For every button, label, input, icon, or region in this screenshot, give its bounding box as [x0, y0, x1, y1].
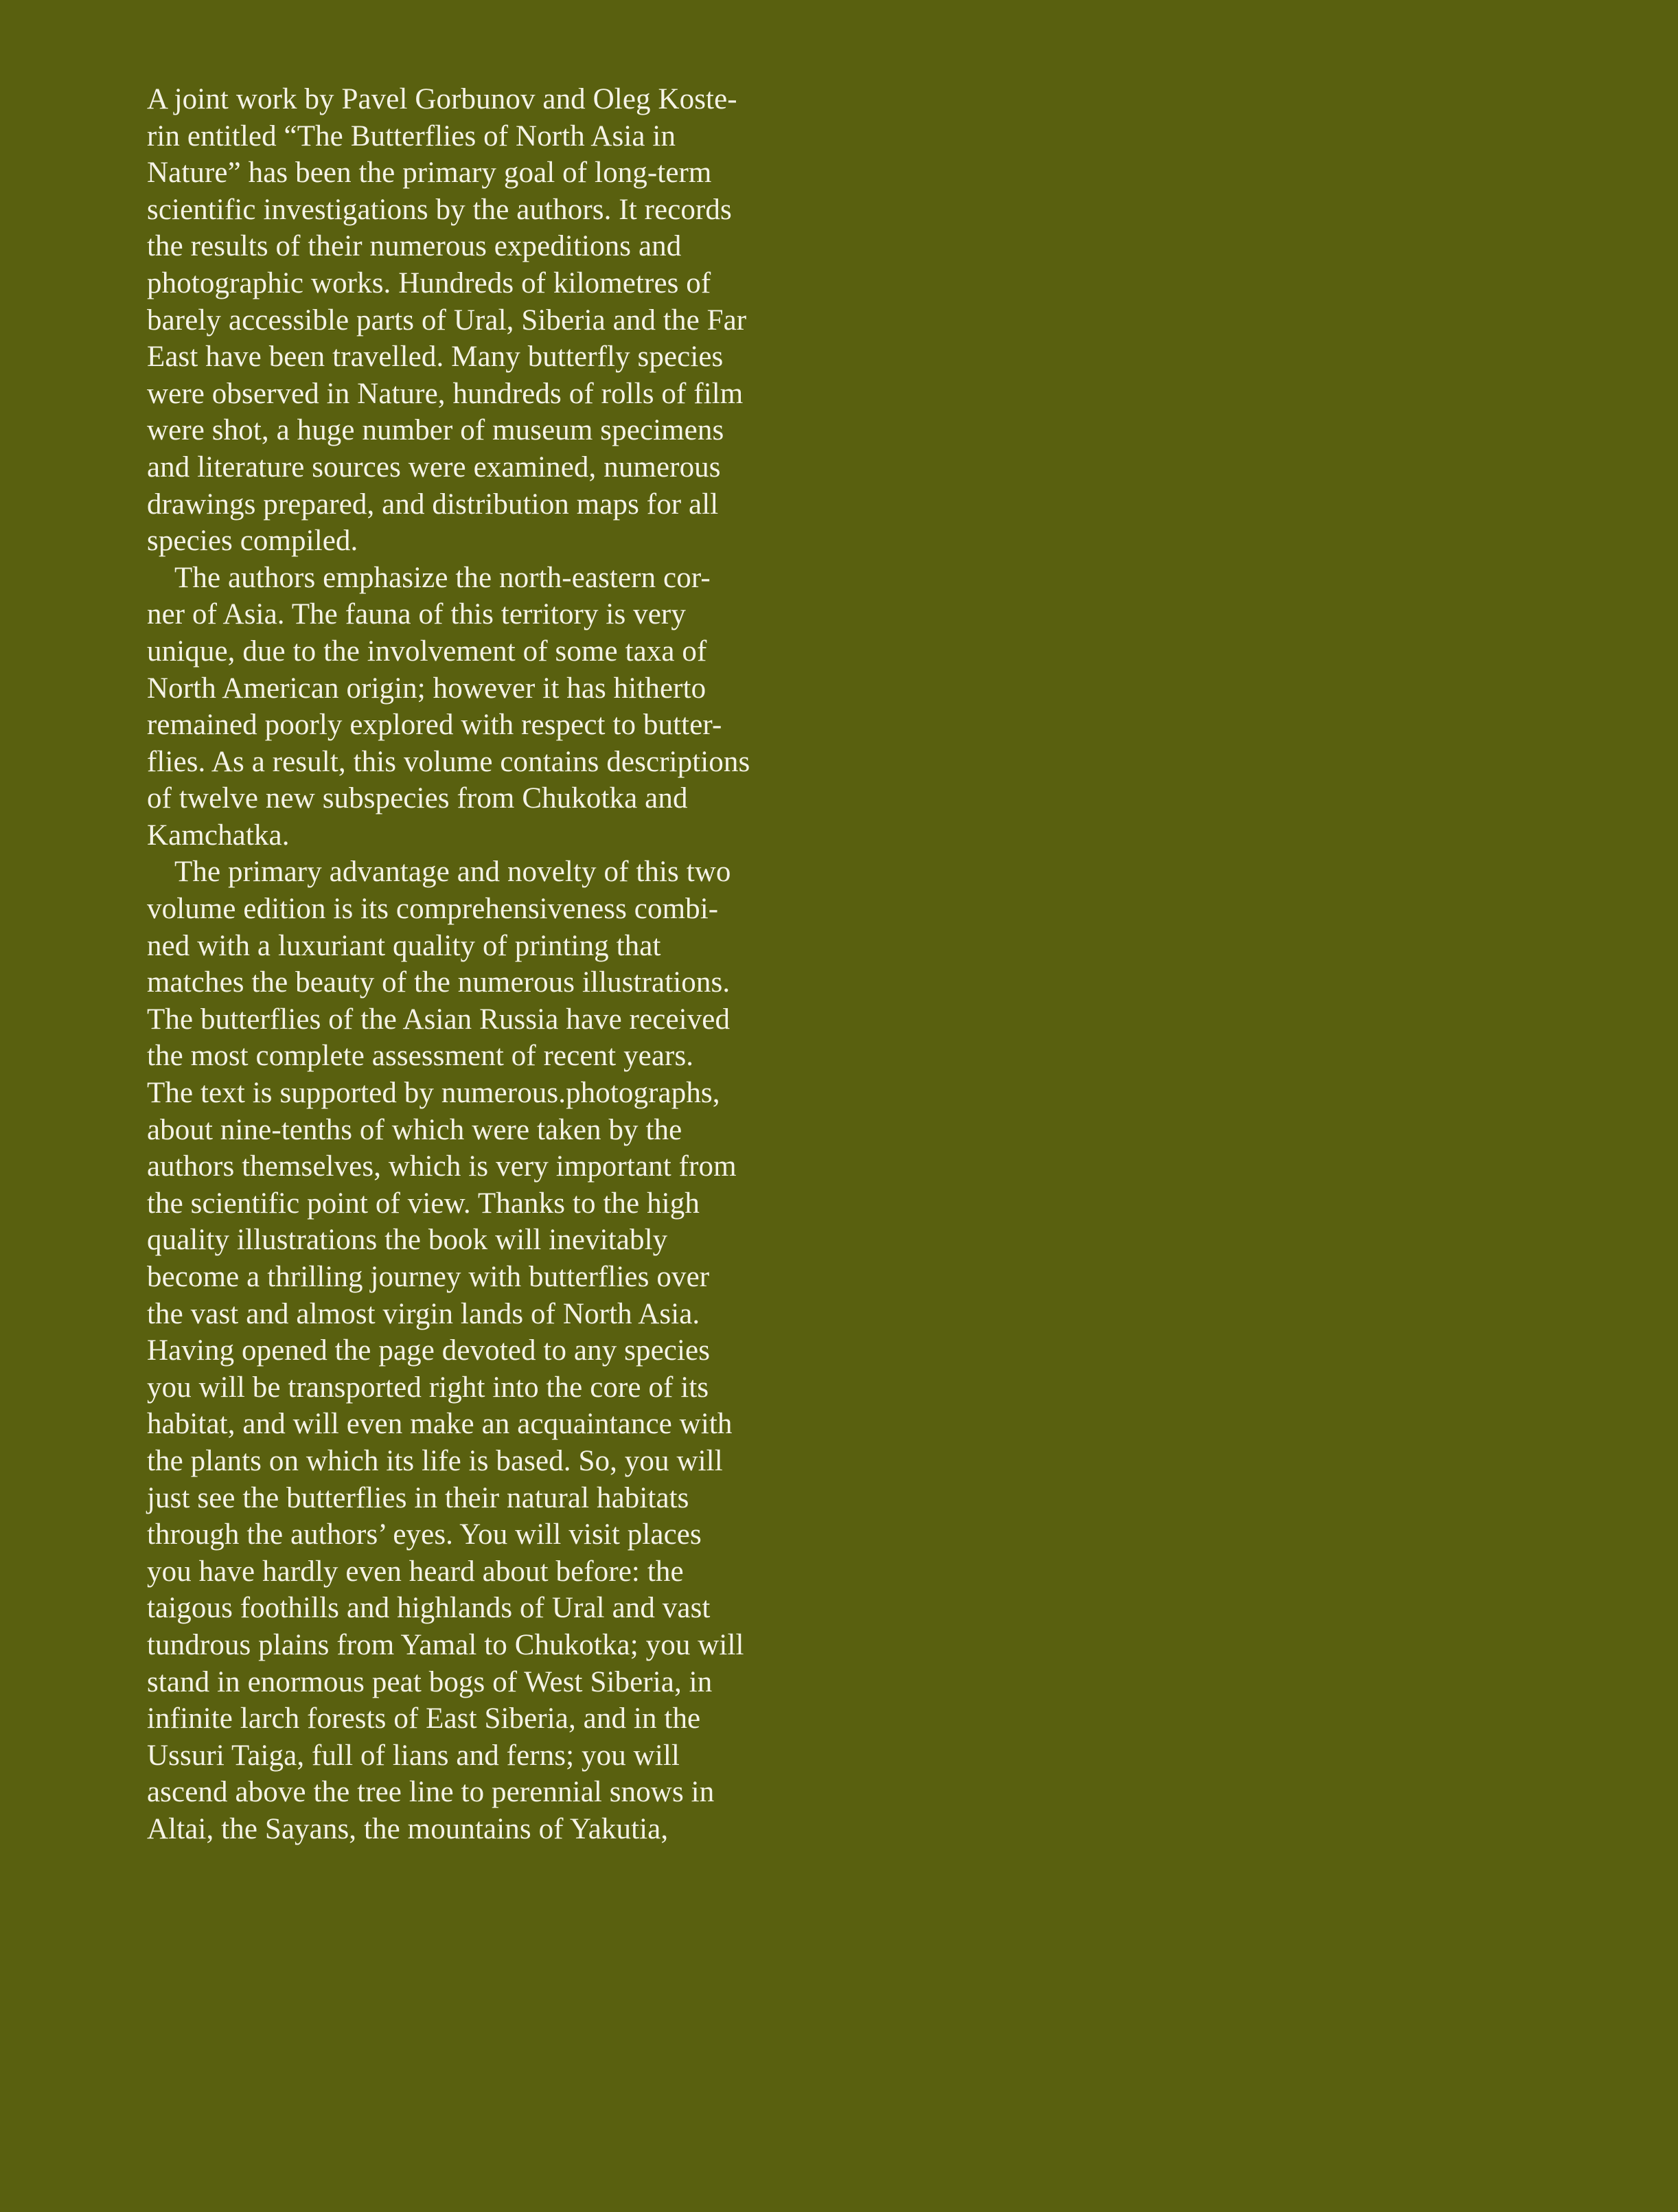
text-line: The text is supported by numerous.photographs,: [147, 1077, 720, 1110]
text-line: scientific investigations by the authors. It records: [147, 193, 732, 226]
text-line: infinite larch forests of East Siberia, and in the: [147, 1702, 701, 1735]
text-line: Kamchatka.: [147, 819, 290, 852]
text-line: the vast and almost virgin lands of North Asia.: [147, 1297, 700, 1330]
text-line: volume edition is its comprehensiveness combi-: [147, 893, 719, 926]
text-line: just see the butterflies in their natural habitats: [147, 1481, 689, 1514]
text-line: ascend above the tree line to perennial snows in: [147, 1776, 715, 1809]
text-line: Altai, the Sayans, the mountains of Yakutia,: [147, 1812, 669, 1845]
paragraph-2: [147, 560, 790, 854]
text-line: stand in enormous peat bogs of West Siberia, in: [147, 1665, 713, 1698]
text-line: flies. As a result, this volume contains descriptions: [147, 745, 750, 778]
text-line: Ussuri Taiga, full of lians and ferns; you will: [147, 1739, 680, 1772]
text-line: species compiled.: [147, 525, 358, 558]
paragraph-3: [147, 854, 790, 1847]
text-line: remained poorly explored with respect to butter-: [147, 709, 722, 742]
text-line: The authors emphasize the north-eastern cor-: [174, 561, 711, 594]
text-line: habitat, and will even make an acquaintance with: [147, 1408, 733, 1441]
text-line: Having opened the page devoted to any species: [147, 1334, 711, 1367]
text-line: ned with a luxuriant quality of printing that: [147, 929, 661, 962]
text-line: The butterflies of the Asian Russia have received: [147, 1003, 731, 1036]
text-line: and literature sources were examined, numerous: [147, 451, 721, 483]
text-line: the results of their numerous expeditions and: [147, 230, 682, 263]
text-line: you have hardly even heard about before: the: [147, 1555, 684, 1588]
text-line: tundrous plains from Yamal to Chukotka; you will: [147, 1628, 744, 1661]
text-line: through the authors’ eyes. You will visit places: [147, 1518, 702, 1551]
text-line: of twelve new subspecies from Chukotka and: [147, 782, 688, 815]
text-line: you will be transported right into the core of its: [147, 1371, 709, 1404]
text-line: A joint work by Pavel Gorbunov and Oleg Koste-: [147, 83, 737, 115]
text-line: about nine-tenths of which were taken by the: [147, 1113, 682, 1146]
body-text-column: [147, 81, 790, 1848]
text-line: Nature” has been the primary goal of long-term: [147, 157, 712, 190]
text-line: East have been travelled. Many butterfly species: [147, 341, 724, 374]
text-line: authors themselves, which is very important from: [147, 1150, 737, 1183]
text-line: unique, due to the involvement of some taxa of: [147, 635, 707, 668]
text-line: ner of Asia. The fauna of this territory is very: [147, 598, 686, 631]
text-line: the scientific point of view. Thanks to the high: [147, 1187, 700, 1220]
text-line: North American origin; however it has hitherto: [147, 672, 706, 705]
text-line: the plants on which its life is based. So, you will: [147, 1444, 723, 1477]
text-line: barely accessible parts of Ural, Siberia and the Far: [147, 304, 747, 337]
text-line: become a thrilling journey with butterflies over: [147, 1261, 710, 1293]
text-line: were observed in Nature, hundreds of rolls of film: [147, 377, 744, 410]
paragraph-1: [147, 81, 790, 560]
text-line: were shot, a huge number of museum specimens: [147, 414, 724, 447]
text-line: taigous foothills and highlands of Ural and vast: [147, 1592, 711, 1625]
text-line: matches the beauty of the numerous illustrations.: [147, 966, 731, 999]
text-line: rin entitled “The Butterflies of North Asia in: [147, 119, 676, 152]
text-line: quality illustrations the book will inevitably: [147, 1224, 668, 1257]
text-line: drawings prepared, and distribution maps for all: [147, 488, 719, 521]
text-line: the most complete assessment of recent years.: [147, 1040, 694, 1073]
text-line: The primary advantage and novelty of this two: [174, 856, 731, 889]
text-line: photographic works. Hundreds of kilometres of: [147, 266, 711, 299]
